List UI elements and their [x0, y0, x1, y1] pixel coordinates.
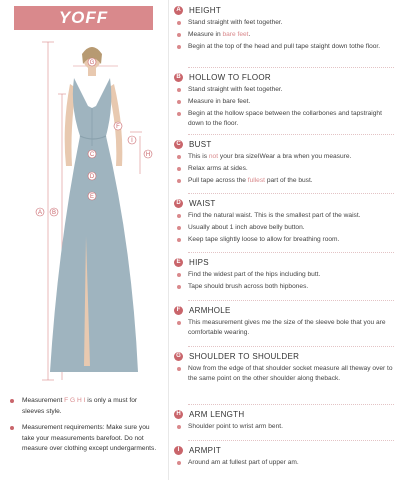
- list-item: Relax arms at sides.: [174, 164, 398, 174]
- column-divider: [168, 0, 169, 480]
- measurement-guide: [170, 0, 398, 480]
- list-item: Now from the edge of that shoulder socket measure all theway over to the same point on the other shoulder along theback.: [174, 364, 398, 384]
- section-arm-length: [174, 408, 398, 432]
- left-panel: [0, 0, 160, 480]
- badge-b: B: [174, 73, 183, 82]
- badge-c: C: [174, 140, 183, 149]
- section-title: SHOULDER TO SHOULDER: [189, 351, 300, 361]
- section-hollow-to-floor: [174, 71, 398, 129]
- list-item: Stand straight with feet together.: [174, 18, 398, 28]
- badge-a: A: [174, 6, 183, 15]
- badge-f: F: [174, 306, 183, 315]
- divider: [188, 300, 394, 301]
- list-item: Measure in bare feet.: [174, 97, 398, 107]
- section-title: HEIGHT: [189, 5, 222, 15]
- divider: [188, 346, 394, 347]
- section-hips: [174, 256, 398, 292]
- figure-label-g: G: [89, 60, 95, 66]
- badge-g: G: [174, 352, 183, 361]
- note-requirements: Measurement requirements: Make sure you take your measurements barefoot. Do not measure over clothing except undergarments.: [8, 423, 158, 455]
- bullet-dot: [10, 399, 14, 403]
- list-item: Measure in bare feet.: [174, 30, 398, 40]
- section-title: ARM LENGTH: [189, 409, 245, 419]
- figure-label-b: B: [51, 210, 57, 216]
- divider: [188, 404, 394, 405]
- figure-label-c: C: [89, 152, 95, 158]
- model-figure: [0, 36, 160, 386]
- section-title: HIPS: [189, 257, 209, 267]
- figure-label-f: F: [116, 124, 120, 130]
- list-item: This is not your bra sizeIWear a bra when you measure.: [174, 152, 398, 162]
- badge-d: D: [174, 199, 183, 208]
- section-title: ARMHOLE: [189, 305, 231, 315]
- list-item: Stand straight with feet together.: [174, 85, 398, 95]
- divider: [188, 67, 394, 68]
- figure-label-h: H: [145, 152, 151, 158]
- figure-label-e: E: [89, 194, 95, 200]
- list-item: Shoulder point to wrist arm bent.: [174, 422, 398, 432]
- divider: [188, 193, 394, 194]
- badge-h: H: [174, 410, 183, 419]
- list-item: Begin at the hollow space between the collarbones and tapstraight down to the floor.: [174, 109, 398, 129]
- section-height: [174, 4, 398, 52]
- list-item: Around am at fullest part of upper am.: [174, 458, 398, 468]
- list-item: This measurement gives me the size of the sleeve bole that you are comfortable wearing.: [174, 318, 398, 338]
- figure-label-d: D: [89, 174, 95, 180]
- figure-label-i: I: [131, 138, 133, 144]
- divider: [188, 252, 394, 253]
- badge-e: E: [174, 258, 183, 267]
- bullet-dot: [10, 426, 14, 430]
- list-item: Usually about 1 inch above belly button.: [174, 223, 398, 233]
- section-title: ARMPIT: [189, 445, 222, 455]
- section-armpit: [174, 444, 398, 468]
- list-item: Keep tape slightly loose to allow for breathing room.: [174, 235, 398, 245]
- measurement-notes: [8, 396, 158, 461]
- section-title: BUST: [189, 139, 212, 149]
- section-shoulder-to-shoulder: [174, 350, 398, 384]
- list-item: Pull tape across the fullest part of the bust.: [174, 176, 398, 186]
- badge-i: I: [174, 446, 183, 455]
- note-sleeves: Measurement F G H I is only a must for sleeves style.: [8, 396, 158, 417]
- divider: [188, 440, 394, 441]
- list-item: Find the natural waist. This is the smallest part of the waist.: [174, 211, 398, 221]
- section-title: WAIST: [189, 198, 216, 208]
- section-waist: [174, 197, 398, 245]
- list-item: Tape should brush across both hipbones.: [174, 282, 398, 292]
- divider: [188, 134, 394, 135]
- list-item: Find the widest part of the hips including butt.: [174, 270, 398, 280]
- brand-logo: YOFF: [14, 6, 153, 30]
- figure-label-a: A: [37, 210, 43, 216]
- section-title: HOLLOW TO FLOOR: [189, 72, 271, 82]
- list-item: Begin at the top of the head and pull tape staight down tothe floor.: [174, 42, 398, 52]
- section-armhole: [174, 304, 398, 338]
- section-bust: [174, 138, 398, 186]
